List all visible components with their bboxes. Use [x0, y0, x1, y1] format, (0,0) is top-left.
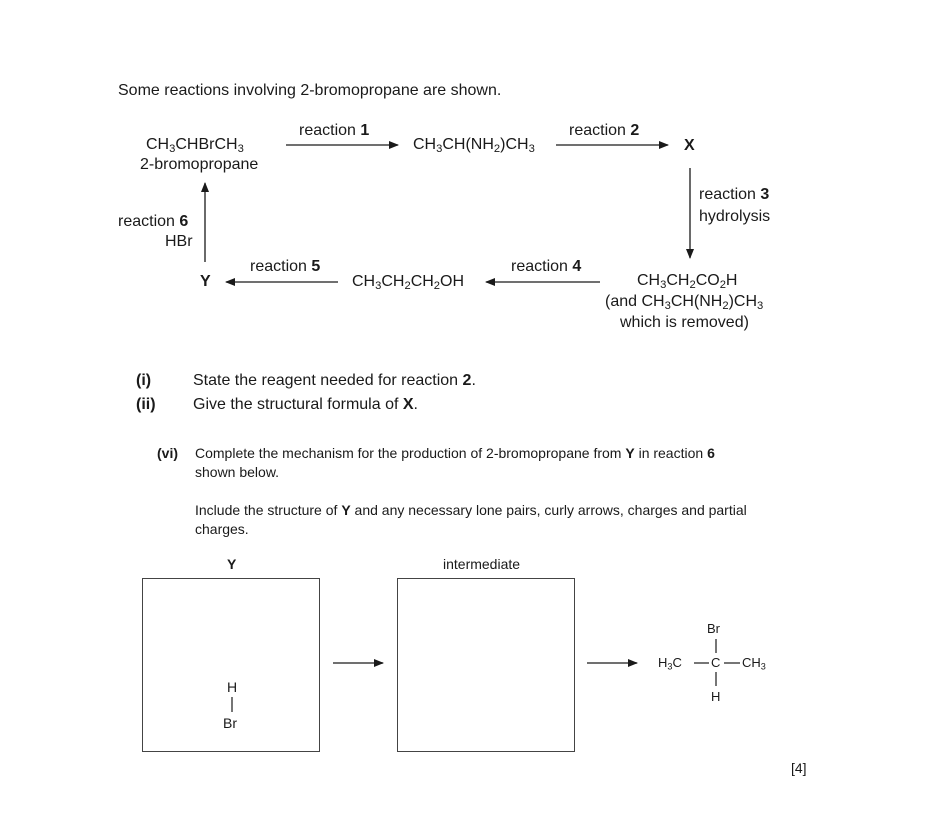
compound-y: Y — [200, 273, 211, 290]
compound-acid-note: (and $CH_3CH(NH_2)CH_3$ — [605, 293, 764, 312]
product-br-atom: Br — [707, 621, 720, 636]
reaction-3-condition: hydrolysis — [699, 208, 771, 225]
part-vi-number: (vi) — [157, 445, 178, 461]
hbr-br-atom: Br — [223, 715, 237, 731]
compound-alcohol-formula: $CH_3CH_2CH_2OH$ — [352, 273, 465, 292]
compound-acid-formula: $CH_3CH_2CO_2H$ — [637, 272, 738, 291]
reaction-4-label: reaction 4 — [511, 258, 582, 275]
question-i-text: State the reagent needed for reaction 2. — [193, 372, 476, 389]
question-ii-text: Give the structural formula of X. — [193, 396, 418, 413]
product-right-methyl: $CH_3$ — [742, 655, 766, 672]
question-ii-number: (ii) — [136, 396, 156, 413]
intro-text: Some reactions involving 2-bromopropane are shown. — [118, 82, 502, 99]
reaction-6-label: reaction 6 — [118, 213, 189, 230]
reaction-3-label: reaction 3 — [699, 186, 770, 203]
reaction-5-label: reaction 5 — [250, 258, 321, 275]
part-vi-instruction-2: charges. — [195, 521, 249, 537]
part-vi-line-2: shown below. — [195, 464, 280, 480]
part-vi-instruction-1: Include the structure of Y and any necessary lone pairs, curly arrows, charges and partial — [195, 502, 747, 518]
compound-bromopropane-name: 2-bromopropane — [140, 156, 259, 173]
product-left-methyl: $H_3C$ — [658, 655, 682, 672]
product-h-atom: H — [711, 689, 721, 704]
compound-x: X — [684, 137, 695, 154]
marks-label: [4] — [791, 760, 807, 776]
box-y-label: Y — [227, 556, 237, 572]
reaction-1-label: reaction 1 — [299, 122, 370, 139]
compound-bromopropane-formula: $CH_3CHBrCH_3$ — [146, 136, 244, 155]
reaction-6-condition: HBr — [165, 233, 193, 250]
compound-acid-note-2: which is removed) — [620, 314, 749, 331]
hbr-h-atom: H — [227, 679, 238, 695]
reaction-2-label: reaction 2 — [569, 122, 640, 139]
answer-box-intermediate[interactable] — [397, 578, 575, 752]
product-center-carbon: C — [711, 655, 721, 670]
compound-amine-formula: $CH_3CH(NH_2)CH_3$ — [413, 136, 535, 155]
part-vi-line-1: Complete the mechanism for the production of 2-bromopropane from Y in reaction 6 — [195, 445, 715, 461]
question-i-number: (i) — [136, 372, 152, 389]
box-intermediate-label: intermediate — [443, 556, 521, 572]
